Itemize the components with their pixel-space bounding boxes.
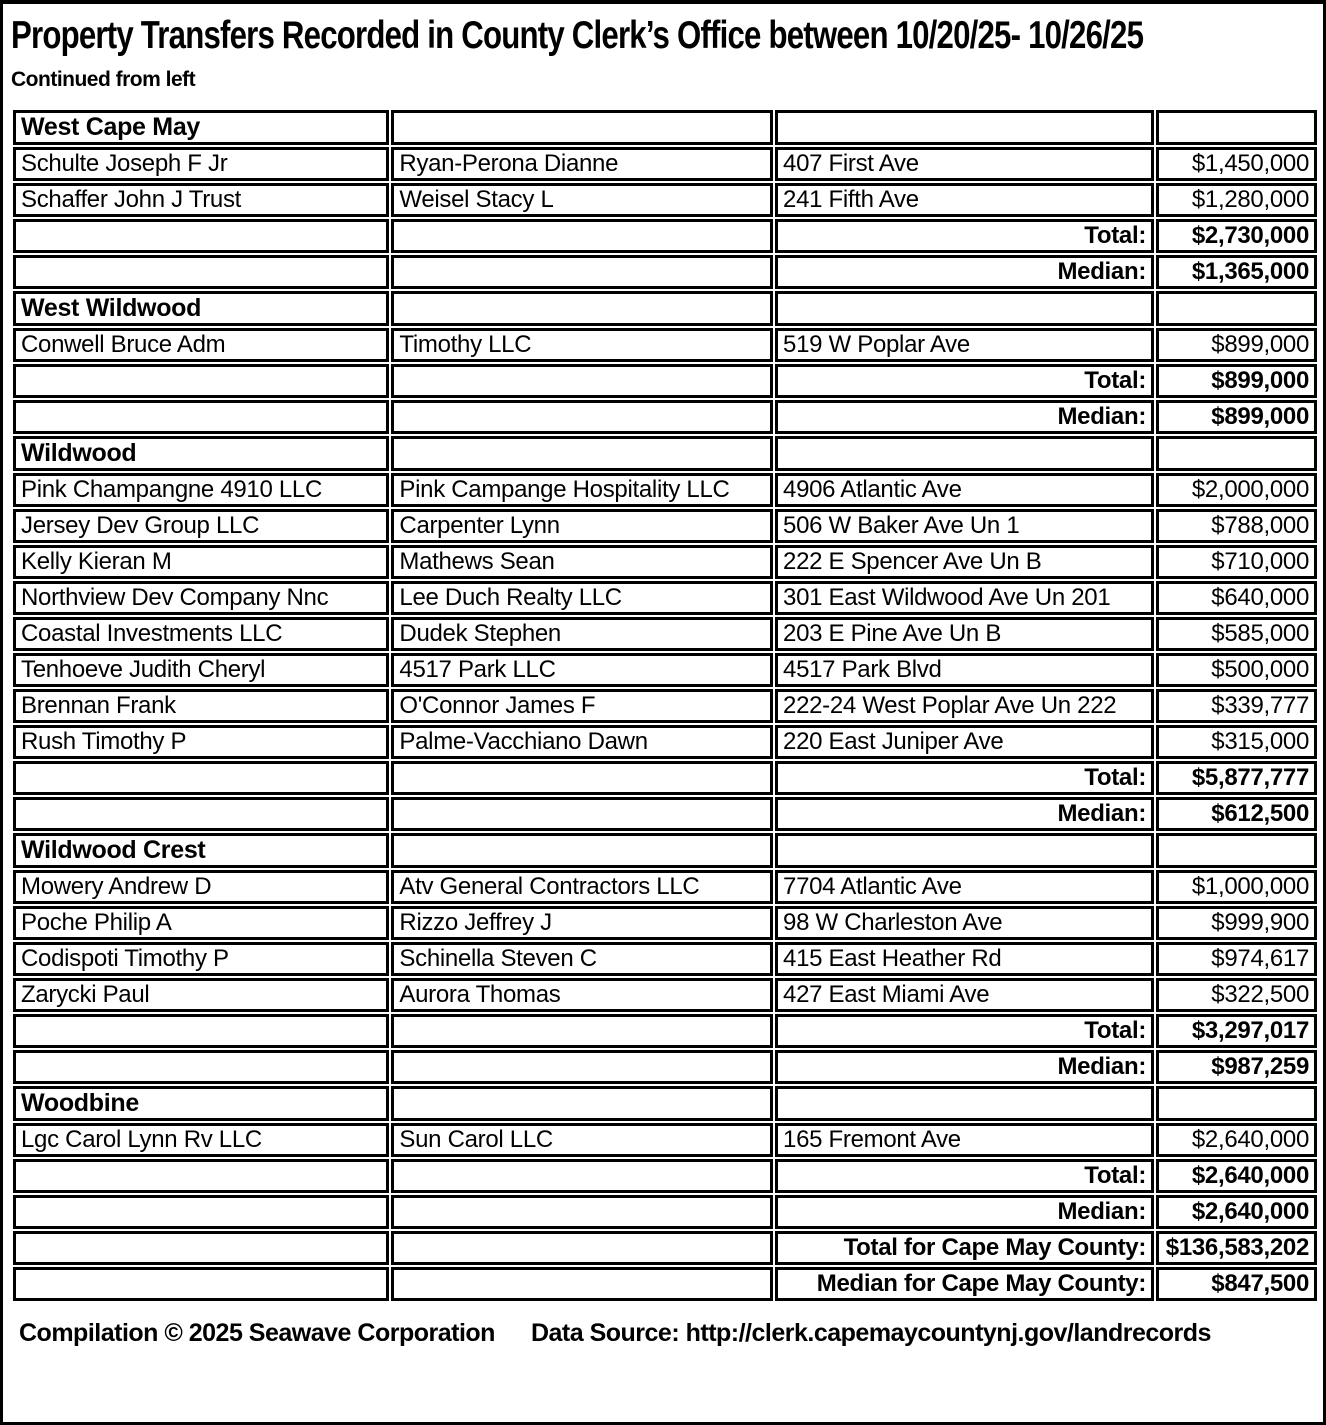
county-median-label-cell: Median for Cape May County: [775, 1267, 1154, 1301]
empty-cell [391, 400, 773, 434]
median-value-cell: $1,365,000 [1156, 255, 1317, 289]
address-cell: 98 W Charleston Ave [775, 906, 1154, 940]
total-value-cell: $3,297,017 [1156, 1014, 1317, 1048]
empty-cell [391, 797, 773, 831]
empty-cell [391, 761, 773, 795]
median-label-cell: Median: [775, 1195, 1154, 1229]
price-cell: $339,777 [1156, 689, 1317, 723]
address-cell: 415 East Heather Rd [775, 942, 1154, 976]
buyer-cell: Weisel Stacy L [391, 183, 773, 217]
empty-cell [13, 1014, 389, 1048]
price-cell: $1,450,000 [1156, 147, 1317, 181]
buyer-cell: Rizzo Jeffrey J [391, 906, 773, 940]
buyer-cell: 4517 Park LLC [391, 653, 773, 687]
section-name-cell: West Wildwood [13, 291, 389, 326]
empty-cell [391, 1159, 773, 1193]
total-label-cell: Total: [775, 219, 1154, 253]
transfer-row [13, 653, 1317, 687]
address-cell: 220 East Juniper Ave [775, 725, 1154, 759]
section-total-row [13, 761, 1317, 795]
transfer-row [13, 509, 1317, 543]
transfers-table [11, 108, 1319, 1303]
address-cell: 301 East Wildwood Ave Un 201 [775, 581, 1154, 615]
empty-cell [391, 1050, 773, 1084]
median-label-cell: Median: [775, 1050, 1154, 1084]
empty-cell [13, 1231, 389, 1265]
price-cell: $2,000,000 [1156, 473, 1317, 507]
page-title: Property Transfers Recorded in County Clerk’s Office between 10/20/25- 10/26/25 [11, 14, 1144, 57]
total-label-cell: Total: [775, 364, 1154, 398]
section-total-row [13, 219, 1317, 253]
empty-cell [391, 110, 773, 145]
empty-cell [1156, 291, 1317, 326]
address-cell: 7704 Atlantic Ave [775, 870, 1154, 904]
address-cell: 4906 Atlantic Ave [775, 473, 1154, 507]
buyer-cell: Schinella Steven C [391, 942, 773, 976]
empty-cell [13, 255, 389, 289]
empty-cell [13, 1159, 389, 1193]
empty-cell [13, 219, 389, 253]
address-cell: 519 W Poplar Ave [775, 328, 1154, 362]
empty-cell [13, 761, 389, 795]
buyer-cell: Atv General Contractors LLC [391, 870, 773, 904]
total-label-cell: Total: [775, 1014, 1154, 1048]
empty-cell [391, 436, 773, 471]
price-cell: $640,000 [1156, 581, 1317, 615]
buyer-cell: Mathews Sean [391, 545, 773, 579]
transfer-row [13, 183, 1317, 217]
empty-cell [1156, 110, 1317, 145]
seller-cell: Jersey Dev Group LLC [13, 509, 389, 543]
transfer-row [13, 870, 1317, 904]
price-cell: $500,000 [1156, 653, 1317, 687]
empty-cell [13, 1195, 389, 1229]
page-footer [11, 1319, 1315, 1348]
median-label-cell: Median: [775, 797, 1154, 831]
seller-cell: Codispoti Timothy P [13, 942, 389, 976]
empty-cell [13, 400, 389, 434]
seller-cell: Conwell Bruce Adm [13, 328, 389, 362]
empty-cell [391, 1014, 773, 1048]
county-total-label-cell: Total for Cape May County: [775, 1231, 1154, 1265]
empty-cell [391, 255, 773, 289]
seller-cell: Coastal Investments LLC [13, 617, 389, 651]
seller-cell: Schulte Joseph F Jr [13, 147, 389, 181]
seller-cell: Brennan Frank [13, 689, 389, 723]
median-label-cell: Median: [775, 400, 1154, 434]
section-total-row [13, 364, 1317, 398]
address-cell: 222 E Spencer Ave Un B [775, 545, 1154, 579]
page-subtitle: Continued from left [11, 68, 196, 91]
empty-cell [13, 1050, 389, 1084]
seller-cell: Pink Champangne 4910 LLC [13, 473, 389, 507]
price-cell: $585,000 [1156, 617, 1317, 651]
median-value-cell: $987,259 [1156, 1050, 1317, 1084]
empty-cell [391, 1267, 773, 1301]
price-cell: $974,617 [1156, 942, 1317, 976]
buyer-cell: Aurora Thomas [391, 978, 773, 1012]
seller-cell: Kelly Kieran M [13, 545, 389, 579]
empty-cell [1156, 436, 1317, 471]
total-value-cell: $5,877,777 [1156, 761, 1317, 795]
section-median-row [13, 1050, 1317, 1084]
transfer-row [13, 906, 1317, 940]
buyer-cell: Ryan-Perona Dianne [391, 147, 773, 181]
empty-cell [775, 436, 1154, 471]
buyer-cell: Palme-Vacchiano Dawn [391, 725, 773, 759]
empty-cell [391, 291, 773, 326]
empty-cell [775, 291, 1154, 326]
address-cell: 222-24 West Poplar Ave Un 222 [775, 689, 1154, 723]
section-header-row [13, 110, 1317, 145]
section-name-cell: Woodbine [13, 1086, 389, 1121]
empty-cell [391, 1231, 773, 1265]
transfer-row [13, 147, 1317, 181]
empty-cell [1156, 1086, 1317, 1121]
total-label-cell: Total: [775, 761, 1154, 795]
total-value-cell: $2,640,000 [1156, 1159, 1317, 1193]
empty-cell [391, 833, 773, 868]
section-header-row [13, 833, 1317, 868]
price-cell: $1,280,000 [1156, 183, 1317, 217]
section-header-row [13, 1086, 1317, 1121]
empty-cell [775, 1086, 1154, 1121]
median-value-cell: $612,500 [1156, 797, 1317, 831]
buyer-cell: Timothy LLC [391, 328, 773, 362]
county-median-row [13, 1267, 1317, 1301]
seller-cell: Poche Philip A [13, 906, 389, 940]
section-total-row [13, 1014, 1317, 1048]
seller-cell: Schaffer John J Trust [13, 183, 389, 217]
price-cell: $322,500 [1156, 978, 1317, 1012]
address-cell: 407 First Ave [775, 147, 1154, 181]
buyer-cell: Lee Duch Realty LLC [391, 581, 773, 615]
transfer-row [13, 978, 1317, 1012]
transfer-row [13, 545, 1317, 579]
address-cell: 506 W Baker Ave Un 1 [775, 509, 1154, 543]
address-cell: 4517 Park Blvd [775, 653, 1154, 687]
buyer-cell: O'Connor James F [391, 689, 773, 723]
section-header-row [13, 436, 1317, 471]
price-cell: $710,000 [1156, 545, 1317, 579]
transfer-row [13, 725, 1317, 759]
empty-cell [391, 219, 773, 253]
section-header-row [13, 291, 1317, 326]
total-label-cell: Total: [775, 1159, 1154, 1193]
section-name-cell: Wildwood Crest [13, 833, 389, 868]
section-median-row [13, 255, 1317, 289]
address-cell: 165 Fremont Ave [775, 1123, 1154, 1157]
price-cell: $1,000,000 [1156, 870, 1317, 904]
total-value-cell: $899,000 [1156, 364, 1317, 398]
seller-cell: Lgc Carol Lynn Rv LLC [13, 1123, 389, 1157]
transfer-row [13, 473, 1317, 507]
price-cell: $788,000 [1156, 509, 1317, 543]
empty-cell [391, 1195, 773, 1229]
empty-cell [391, 1086, 773, 1121]
county-total-row [13, 1231, 1317, 1265]
price-cell: $315,000 [1156, 725, 1317, 759]
empty-cell [13, 797, 389, 831]
median-value-cell: $2,640,000 [1156, 1195, 1317, 1229]
price-cell: $999,900 [1156, 906, 1317, 940]
buyer-cell: Carpenter Lynn [391, 509, 773, 543]
transfer-row [13, 328, 1317, 362]
price-cell: $899,000 [1156, 328, 1317, 362]
section-name-cell: Wildwood [13, 436, 389, 471]
price-cell: $2,640,000 [1156, 1123, 1317, 1157]
county-median-value-cell: $847,500 [1156, 1267, 1317, 1301]
address-cell: 427 East Miami Ave [775, 978, 1154, 1012]
empty-cell [775, 110, 1154, 145]
buyer-cell: Sun Carol LLC [391, 1123, 773, 1157]
footer-copyright: Compilation © 2025 Seawave Corporation [19, 1319, 495, 1347]
address-cell: 203 E Pine Ave Un B [775, 617, 1154, 651]
transfer-row [13, 942, 1317, 976]
section-median-row [13, 1195, 1317, 1229]
seller-cell: Zarycki Paul [13, 978, 389, 1012]
section-median-row [13, 400, 1317, 434]
empty-cell [1156, 833, 1317, 868]
buyer-cell: Pink Campange Hospitality LLC [391, 473, 773, 507]
empty-cell [13, 1267, 389, 1301]
address-cell: 241 Fifth Ave [775, 183, 1154, 217]
transfer-row [13, 1123, 1317, 1157]
transfer-row [13, 617, 1317, 651]
median-value-cell: $899,000 [1156, 400, 1317, 434]
section-name-cell: West Cape May [13, 110, 389, 145]
footer-data-source: Data Source: http://clerk.capemaycountynj.gov/landrecords [530, 1319, 1211, 1347]
seller-cell: Northview Dev Company Nnc [13, 581, 389, 615]
section-total-row [13, 1159, 1317, 1193]
section-median-row [13, 797, 1317, 831]
seller-cell: Mowery Andrew D [13, 870, 389, 904]
transfer-row [13, 689, 1317, 723]
seller-cell: Tenhoeve Judith Cheryl [13, 653, 389, 687]
seller-cell: Rush Timothy P [13, 725, 389, 759]
total-value-cell: $2,730,000 [1156, 219, 1317, 253]
empty-cell [391, 364, 773, 398]
empty-cell [775, 833, 1154, 868]
transfer-row [13, 581, 1317, 615]
buyer-cell: Dudek Stephen [391, 617, 773, 651]
median-label-cell: Median: [775, 255, 1154, 289]
county-total-value-cell: $136,583,202 [1156, 1231, 1317, 1265]
empty-cell [13, 364, 389, 398]
